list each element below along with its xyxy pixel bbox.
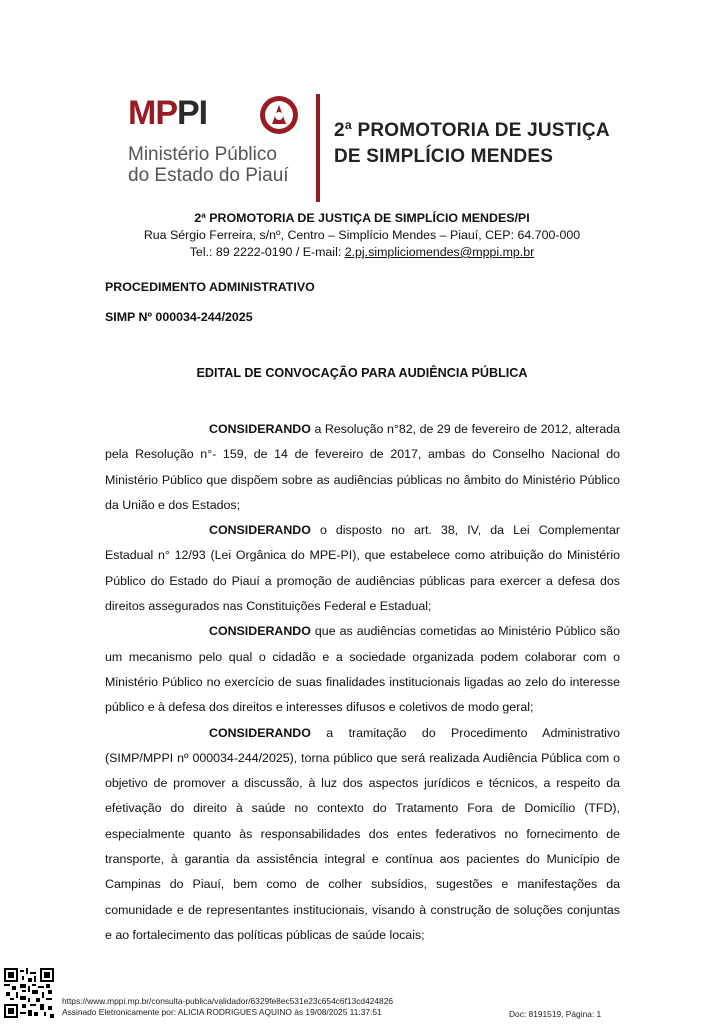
document-body xyxy=(105,417,620,948)
mppi-logo xyxy=(128,92,308,200)
promotoria-title xyxy=(334,118,610,170)
paragraph-lead: CONSIDERANDO xyxy=(209,725,311,740)
logo-subtitle-line-2: do Estado do Piauí xyxy=(128,165,289,186)
logo-mp-text: MP xyxy=(128,94,177,132)
paragraph-lead: CONSIDERANDO xyxy=(209,422,311,436)
doc-page-info: Doc: 8191519, Página: 1 xyxy=(509,1009,602,1019)
contact-phone-label: Tel.: 89 2222-0190 / E-mail: xyxy=(189,245,345,259)
letterhead xyxy=(118,88,618,206)
validation-url[interactable]: https://www.mppi.mp.br/consulta-publica/validador/6329fe8ec531e23c654c6f13cd424826 xyxy=(62,996,394,1006)
considerando-paragraph xyxy=(105,518,620,619)
logo-pi-text: PI xyxy=(177,94,208,132)
logo-subtitle-line-1: Ministério Público xyxy=(128,144,277,165)
paragraph-lead: CONSIDERANDO xyxy=(209,523,311,538)
paragraph-text: a Resolução n°82, de 29 de fevereiro de 2012, alterada pela Resolução n°- 159, de 14 de fevereiro de 2017, ambas do Conselho Nacional do Ministério Público que dispõem sobre as audiências públicas no âmbito do Ministério Público da União e dos Estados; xyxy=(105,422,620,512)
promotoria-title-line-1: 2ª PROMOTORIA DE JUSTIÇA xyxy=(334,120,610,141)
office-name: 2ª PROMOTORIA DE JUSTIÇA DE SIMPLÍCIO MENDES/PI xyxy=(194,211,530,225)
considerando-paragraph xyxy=(105,417,620,518)
letterhead-divider xyxy=(316,94,320,202)
paragraph-text: a tramitação do Procedimento Administrativo (SIMP/MPPI nº 000034-244/2025), torna público que será realizada Audiência Pública com o objetivo de promover a discussão, à luz dos aspectos jurídicos e técnicos, a respeito da efetivação do direito à saúde no contexto do Tratamento Fora de Domicílio (TFD), especialmente quanto às responsabilidades dos entes federativos no fornecimento de transporte, à garantia da assistência integral e contínua aos pacientes do Município de Campinas do Piauí, bem como de colher subsídios, sugestões e manifestações da comunidade e de representantes institucionais, visando à construção de soluções conjuntas e ao fortalecimento das políticas públicas de saúde locais; xyxy=(105,725,620,942)
paragraph-text: o disposto no art. 38, IV, da Lei Complementar Estadual n° 12/93 (Lei Orgânica do MPE-PI), que estabelece como atribuição do Ministério Público do Estado do Piauí a promoção de audiências públicas para exercer a defesa dos direitos assegurados nas Constituições Federal e Estadual; xyxy=(105,523,620,614)
logo-subtitle xyxy=(128,144,289,186)
promotoria-title-line-2: DE SIMPLÍCIO MENDES xyxy=(334,146,554,167)
email-link[interactable]: 2.pj.simpliciomendes@mppi.mp.br xyxy=(344,245,535,259)
procedure-type: PROCEDIMENTO ADMINISTRATIVO xyxy=(105,280,315,294)
considerando-paragraph xyxy=(105,619,620,720)
paragraph-lead: CONSIDERANDO xyxy=(209,624,311,639)
considerando-paragraph xyxy=(105,721,620,949)
office-contact xyxy=(0,244,724,261)
paragraph-text: que as audiências cometidas ao Ministério Público são um mecanismo pelo qual o cidadão e a sociedade organizada podem colaborar com o Ministério Público no exercício de suas finalidades institucionais ligadas ao zelo do interesse público e à defesa dos direitos e interesses difusos e coletivos de modo geral; xyxy=(105,624,620,715)
document-title: EDITAL DE CONVOCAÇÃO PARA AUDIÊNCIA PÚBLICA xyxy=(196,366,528,380)
procedure-number: SIMP Nº 000034-244/2025 xyxy=(105,310,253,324)
signature-info: Assinado Eletronicamente por: ALICIA RODRIGUES AQUINO às 19/08/2025 11:37:51 xyxy=(62,1007,382,1017)
office-address: Rua Sérgio Ferreira, s/nº, Centro – Simplício Mendes – Piauí, CEP: 64.700-000 xyxy=(143,228,581,242)
qr-code-icon[interactable] xyxy=(4,968,54,1018)
logo-wordmark xyxy=(128,96,207,130)
justice-seal-icon xyxy=(258,94,300,136)
